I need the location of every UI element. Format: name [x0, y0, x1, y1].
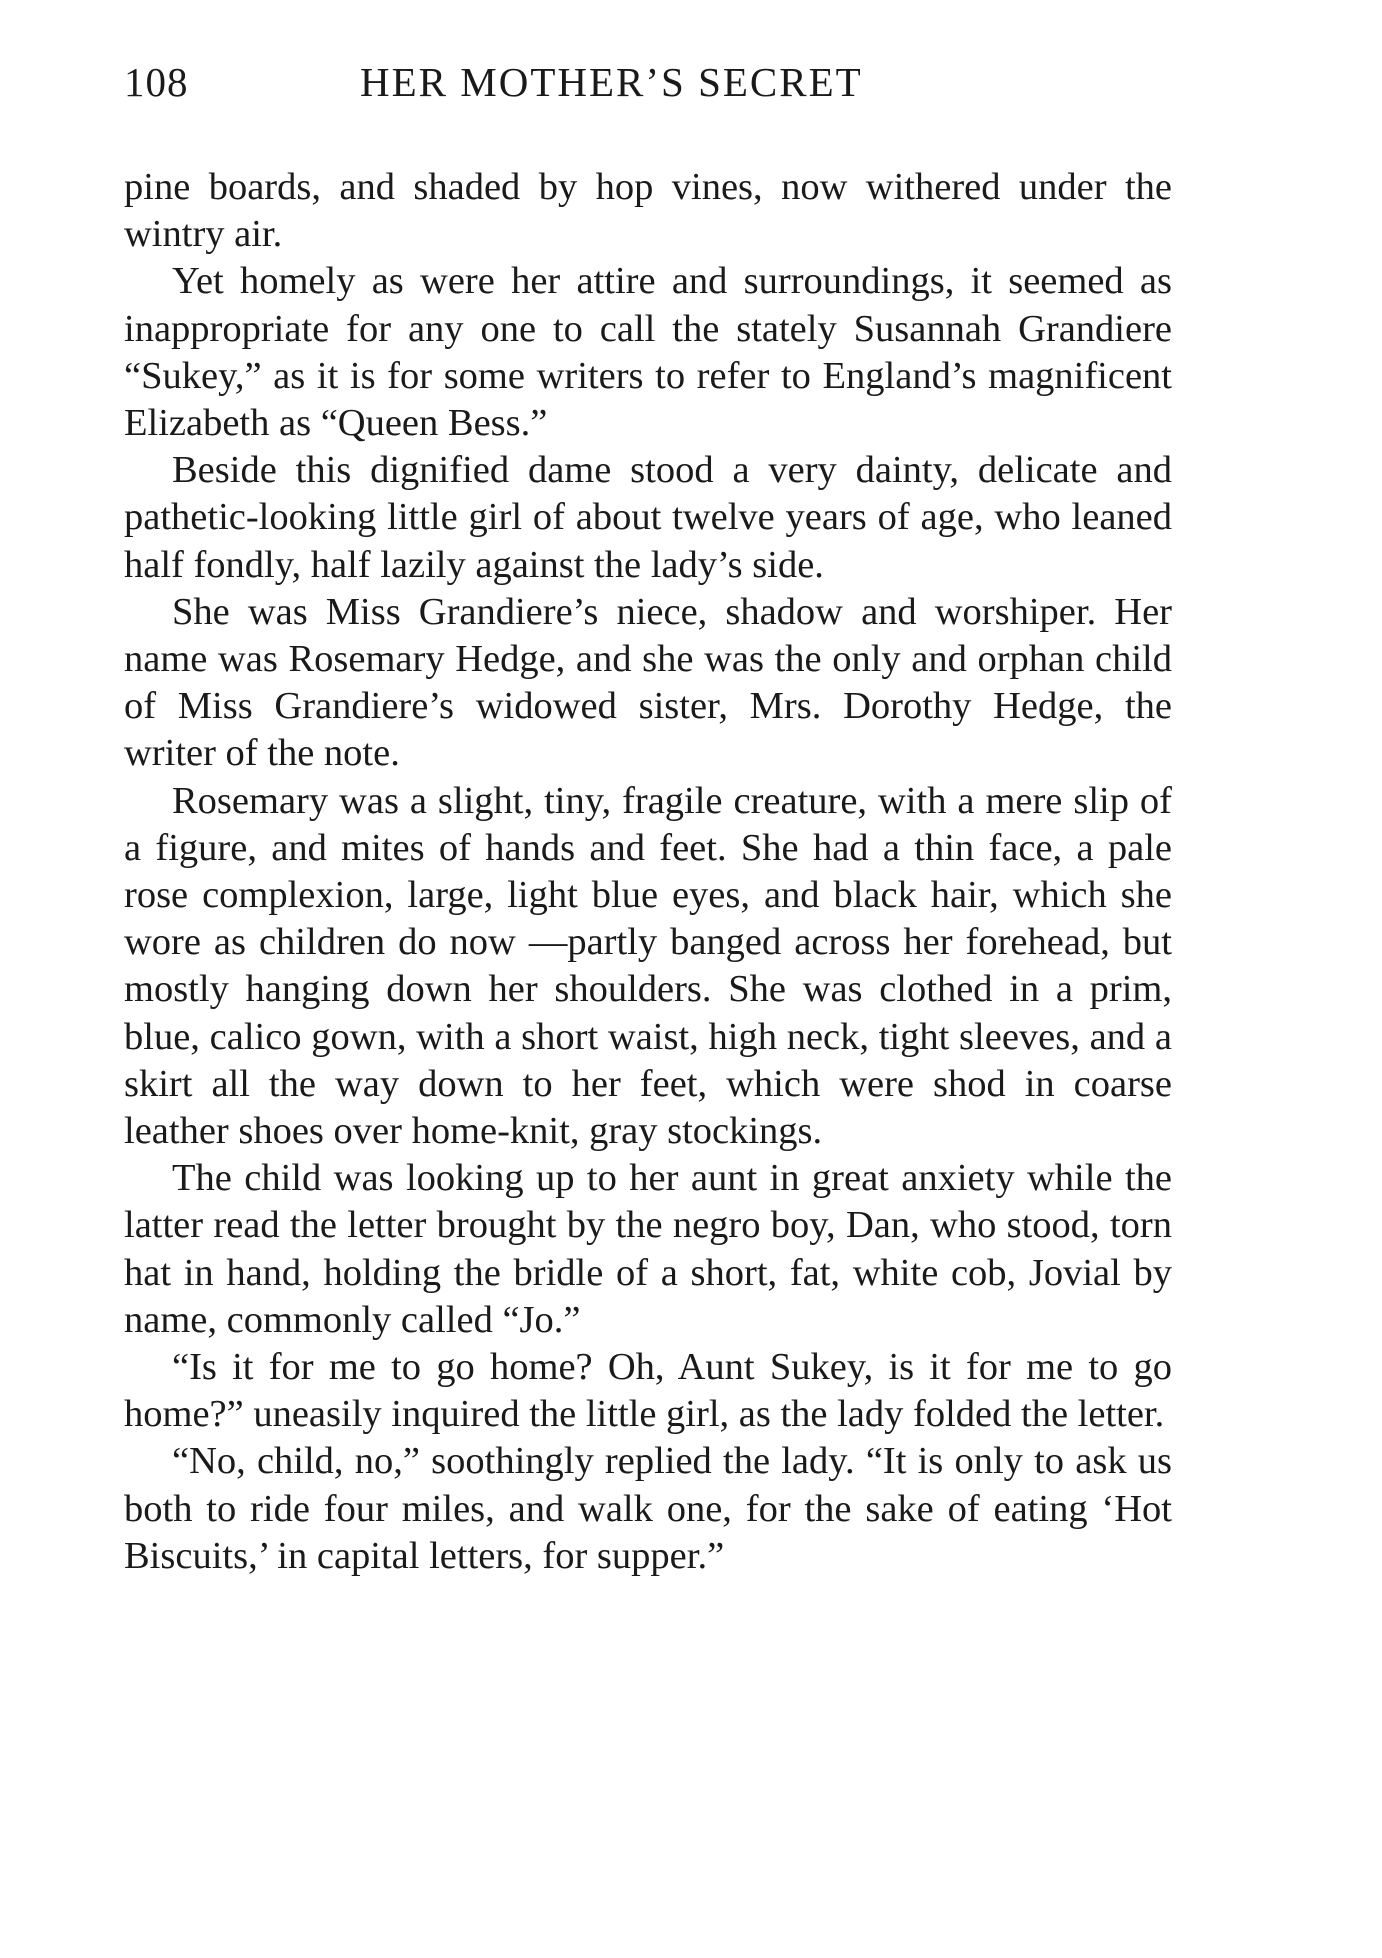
page-number: 108 — [124, 59, 189, 105]
paragraph: Rosemary was a slight, tiny, fragile creature, with a mere slip of a figure, and mites of hands and feet. She had a thin face, a pale rose complexion, large, light blue eyes, and black hair, which she wore as children do now —partly banged across her forehead, but mostly hanging down her shoulders. She was clothed in a prim, blue, calico gown, with a short waist, high neck, tight sleeves, and a skirt all the way down to her feet, which were shod in coarse leather shoes over home-knit, gray stockings. — [124, 779, 1172, 1153]
paragraph: pine boards, and shaded by hop vines, now withered under the wintry air. — [124, 166, 1172, 256]
paragraph: Beside this dignified dame stood a very dainty, delicate and pathetic-looking little girl of about twelve years of age, who leaned half fondly, half lazily against the lady’s side. — [124, 449, 1172, 586]
paragraph: “No, child, no,” soothingly replied the lady. “It is only to ask us both to ride four miles, and walk one, for the sake of eating ‘Hot Biscuits,’ in capital letters, for supper.” — [124, 1440, 1172, 1577]
running-title: HER MOTHER’S SECRET — [360, 59, 863, 105]
body-text — [124, 164, 1172, 1580]
paragraph: She was Miss Grandiere’s niece, shadow and worshiper. Her name was Rosemary Hedge, and she was the only and orphan child of Miss Grandiere’s widowed sister, Mrs. Dorothy Hedge, the writer of the note. — [124, 590, 1172, 775]
paragraph: Yet homely as were her attire and surroundings, it seemed as inappropriate for any one to call the stately Susannah Grandiere “Sukey,” as it is for some writers to refer to England’s magnificent Elizabeth as “Queen Bess.” — [124, 260, 1172, 445]
paragraph: “Is it for me to go home? Oh, Aunt Sukey, is it for me to go home?” uneasily inquired the little girl, as the lady folded the letter. — [124, 1346, 1172, 1436]
book-page — [124, 58, 1172, 1580]
paragraph: The child was looking up to her aunt in great anxiety while the latter read the letter brought by the negro boy, Dan, who stood, torn hat in hand, holding the bridle of a short, fat, white cob, Jovial by name, commonly called “Jo.” — [124, 1157, 1172, 1341]
running-head — [124, 58, 1172, 118]
